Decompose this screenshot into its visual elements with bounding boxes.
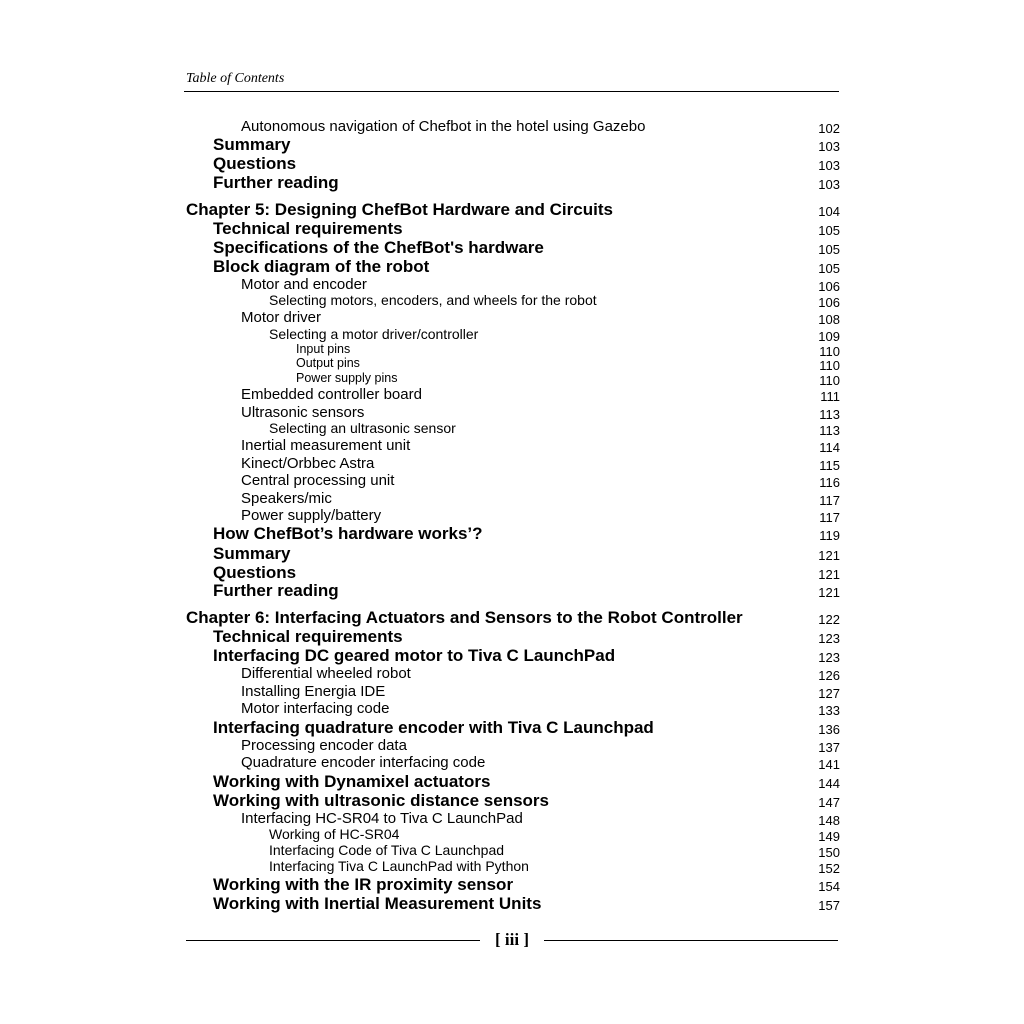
toc-entry-page: 104 bbox=[818, 203, 840, 219]
toc-entry-title: Output pins bbox=[296, 356, 360, 371]
toc-entry-page: 106 bbox=[818, 294, 840, 310]
toc-entry-title: Specifications of the ChefBot's hardware bbox=[213, 237, 544, 257]
toc-entry-title: Inertial measurement unit bbox=[241, 436, 411, 454]
toc-entry-title: Power supply pins bbox=[296, 371, 398, 386]
toc-entry-title: Interfacing Tiva C LaunchPad with Python bbox=[269, 858, 529, 875]
toc-entry-title: Summary bbox=[213, 543, 291, 563]
toc-entry-title: Chapter 5: Designing ChefBot Hardware and Circuits bbox=[186, 199, 613, 219]
toc-entry-page: 147 bbox=[818, 794, 840, 810]
toc-entry-title: Installing Energia IDE bbox=[241, 682, 386, 700]
page-number: [ iii ] bbox=[495, 930, 529, 949]
toc-entry-title: Working of HC-SR04 bbox=[269, 826, 400, 843]
toc-entry-title: Motor driver bbox=[241, 308, 322, 326]
footer-rule-left bbox=[186, 940, 480, 941]
toc-entry-page: 110 bbox=[819, 372, 840, 388]
toc-entry-page: 103 bbox=[818, 157, 840, 173]
toc-entry-page: 106 bbox=[818, 278, 840, 294]
toc-entry-title: Selecting an ultrasonic sensor bbox=[269, 420, 456, 437]
toc-entry-title: Interfacing DC geared motor to Tiva C LaunchPad bbox=[213, 645, 616, 665]
toc-entry-title: Differential wheeled robot bbox=[241, 664, 411, 682]
toc-entry-title: Working with the IR proximity sensor bbox=[213, 874, 514, 894]
toc-entry-title: Selecting motors, encoders, and wheels for the robot bbox=[269, 292, 597, 309]
toc-entry-title: Interfacing quadrature encoder with Tiva C Launchpad bbox=[213, 717, 654, 737]
toc-entry-page: 122 bbox=[818, 611, 840, 627]
footer-rule-right bbox=[544, 940, 838, 941]
toc-entry-page: 141 bbox=[818, 756, 840, 772]
toc-entry-page: 117 bbox=[819, 492, 840, 508]
toc-entry-page: 105 bbox=[818, 260, 840, 276]
toc-entry-page: 127 bbox=[818, 685, 840, 701]
toc-entry-title: Interfacing HC-SR04 to Tiva C LaunchPad bbox=[241, 809, 523, 827]
toc-entry-page: 110 bbox=[819, 357, 840, 373]
toc-entry-title: Chapter 6: Interfacing Actuators and Sensors to the Robot Controller bbox=[186, 607, 743, 627]
toc-entry-title: How ChefBot’s hardware works’? bbox=[213, 523, 483, 543]
toc-entry-title: Processing encoder data bbox=[241, 736, 407, 754]
toc-entry-page: 113 bbox=[819, 422, 840, 438]
toc-entry-page: 103 bbox=[818, 138, 840, 154]
toc-entry-page: 116 bbox=[819, 474, 840, 490]
toc-entry-page: 115 bbox=[819, 457, 840, 473]
toc-entry-title: Autonomous navigation of Chefbot in the hotel using Gazebo bbox=[241, 117, 646, 135]
toc-entry-page: 117 bbox=[819, 509, 840, 525]
toc-entry-page: 113 bbox=[819, 406, 840, 422]
toc-entry-page: 137 bbox=[818, 739, 840, 755]
toc-entry-page: 123 bbox=[818, 630, 840, 646]
toc-entry-title: Power supply/battery bbox=[241, 506, 382, 524]
toc-entry-page: 119 bbox=[819, 527, 840, 543]
toc-entry-page: 108 bbox=[818, 311, 840, 327]
toc-entry-page: 121 bbox=[818, 547, 840, 563]
toc-entry-page: 136 bbox=[818, 721, 840, 737]
toc-entry-page: 105 bbox=[818, 222, 840, 238]
toc-entry-title: Central processing unit bbox=[241, 471, 395, 489]
toc-entry-page: 144 bbox=[818, 775, 840, 791]
toc-entry-title: Working with Inertial Measurement Units bbox=[213, 893, 542, 913]
toc-entry-title: Further reading bbox=[213, 580, 339, 600]
toc-entry-title: Motor interfacing code bbox=[241, 699, 390, 717]
toc-entry-title: Kinect/Orbbec Astra bbox=[241, 454, 375, 472]
toc-entry-title: Speakers/mic bbox=[241, 489, 332, 507]
toc-entry-page: 102 bbox=[818, 120, 840, 136]
toc-entry-title: Further reading bbox=[213, 172, 339, 192]
toc-entry-page: 109 bbox=[818, 328, 840, 344]
toc-entry-page: 123 bbox=[818, 649, 840, 665]
toc-entry-page: 133 bbox=[818, 702, 840, 718]
toc-entry-page: 110 bbox=[819, 343, 840, 359]
toc-entry-page: 126 bbox=[818, 667, 840, 683]
toc-entry-page: 152 bbox=[818, 860, 840, 876]
toc-entry-title: Block diagram of the robot bbox=[213, 256, 430, 276]
toc-entry-title: Working with ultrasonic distance sensors bbox=[213, 790, 549, 810]
toc-entry-page: 111 bbox=[820, 388, 840, 404]
toc-entry-title: Ultrasonic sensors bbox=[241, 403, 365, 421]
toc-entry-title: Motor and encoder bbox=[241, 275, 367, 293]
toc-entry-page: 121 bbox=[818, 566, 840, 582]
toc-entry-title: Technical requirements bbox=[213, 626, 403, 646]
toc-entry-title: Working with Dynamixel actuators bbox=[213, 771, 491, 791]
toc-entry-page: 157 bbox=[818, 897, 840, 913]
toc-entry-title: Embedded controller board bbox=[241, 385, 422, 403]
toc-entry-title: Technical requirements bbox=[213, 218, 403, 238]
toc-entry-title: Selecting a motor driver/controller bbox=[269, 326, 479, 343]
toc-entry-title: Questions bbox=[213, 153, 297, 173]
toc-entry-title: Interfacing Code of Tiva C Launchpad bbox=[269, 842, 505, 859]
toc-entry-page: 105 bbox=[818, 241, 840, 257]
toc-entry-page: 103 bbox=[818, 176, 840, 192]
running-header: Table of Contents bbox=[186, 71, 285, 86]
toc-entry-page: 121 bbox=[818, 584, 840, 600]
toc-entry-title: Summary bbox=[213, 134, 291, 154]
toc-entry-title: Questions bbox=[213, 562, 297, 582]
toc-entry-title: Quadrature encoder interfacing code bbox=[241, 753, 486, 771]
toc-entry-page: 114 bbox=[819, 439, 840, 455]
toc-entry-page: 154 bbox=[818, 878, 840, 894]
toc-entry-page: 149 bbox=[818, 828, 840, 844]
toc-entry-title: Input pins bbox=[296, 342, 351, 357]
toc-entry-page: 148 bbox=[818, 812, 840, 828]
toc-entry-page: 150 bbox=[818, 844, 840, 860]
